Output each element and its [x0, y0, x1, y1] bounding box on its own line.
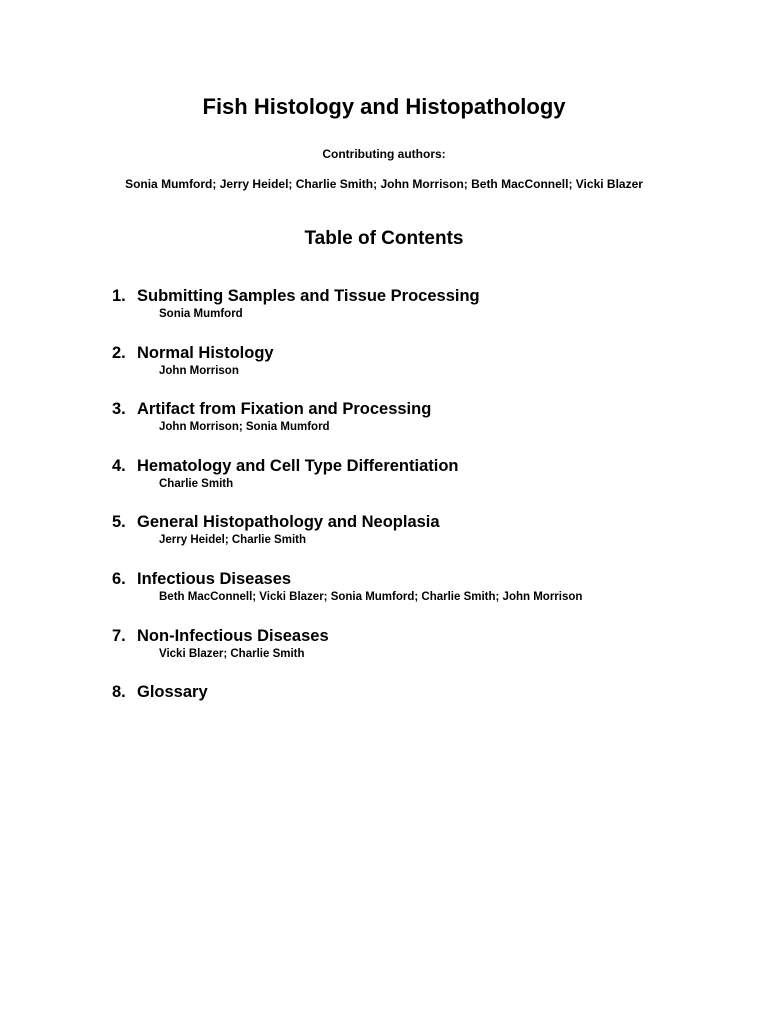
toc-entry-authors: Vicki Blazer; Charlie Smith [159, 647, 305, 660]
toc-entry-title: Glossary [137, 683, 208, 702]
toc-entry-number: 6. [112, 569, 126, 588]
toc-entry-title: Artifact from Fixation and Processing [137, 400, 432, 419]
toc-entry-title-line [112, 399, 732, 420]
toc-entry-title: Submitting Samples and Tissue Processing [137, 287, 480, 305]
table-of-contents [112, 286, 732, 739]
toc-entry-title-line [112, 456, 732, 477]
toc-entry-authors: Charlie Smith [159, 477, 234, 490]
toc-entry-number: 3. [112, 400, 126, 419]
toc-entry-authors: Beth MacConnell; Vicki Blazer; Sonia Mumford; Charlie Smith; John Morrison [159, 590, 583, 603]
toc-entry-3 [112, 399, 732, 456]
toc-entry-title: General Histopathology and Neoplasia [137, 513, 440, 532]
toc-entry-number: 4. [112, 456, 126, 475]
toc-entry-authors: John Morrison [159, 364, 239, 377]
toc-entry-title-line [112, 286, 732, 307]
toc-entry-number: 5. [112, 513, 126, 532]
toc-entry-title-line [112, 512, 732, 533]
contributors-list: Sonia Mumford; Jerry Heidel; Charlie Smith; John Morrison; Beth MacConnell; Vicki Blazer [125, 177, 643, 191]
toc-entry-number: 7. [112, 626, 126, 645]
toc-entry-1 [112, 286, 732, 343]
toc-entry-number: 1. [112, 287, 126, 305]
toc-entry-8 [112, 682, 732, 739]
toc-entry-title: Hematology and Cell Type Differentiation [137, 456, 459, 475]
toc-entry-title-line [112, 569, 732, 590]
toc-entry-2 [112, 343, 732, 400]
toc-entry-5 [112, 512, 732, 569]
toc-entry-number: 8. [112, 683, 126, 702]
toc-entry-4 [112, 456, 732, 513]
toc-entry-title: Normal Histology [137, 343, 274, 362]
toc-entry-6 [112, 569, 732, 626]
toc-entry-title-line [112, 343, 732, 364]
toc-entry-title-line [112, 682, 732, 703]
toc-entry-authors: Sonia Mumford [159, 308, 243, 320]
document-title: Fish Histology and Histopathology [202, 94, 566, 119]
toc-entry-title: Non-Infectious Diseases [137, 626, 329, 645]
toc-entry-authors: John Morrison; Sonia Mumford [159, 421, 330, 434]
toc-entry-number: 2. [112, 343, 126, 362]
toc-entry-title-line [112, 626, 732, 647]
contributors-label: Contributing authors: [322, 147, 446, 161]
toc-entry-title: Infectious Diseases [137, 569, 292, 588]
toc-entry-authors: Jerry Heidel; Charlie Smith [159, 534, 306, 547]
toc-entry-7 [112, 626, 732, 683]
toc-heading: Table of Contents [304, 228, 464, 249]
